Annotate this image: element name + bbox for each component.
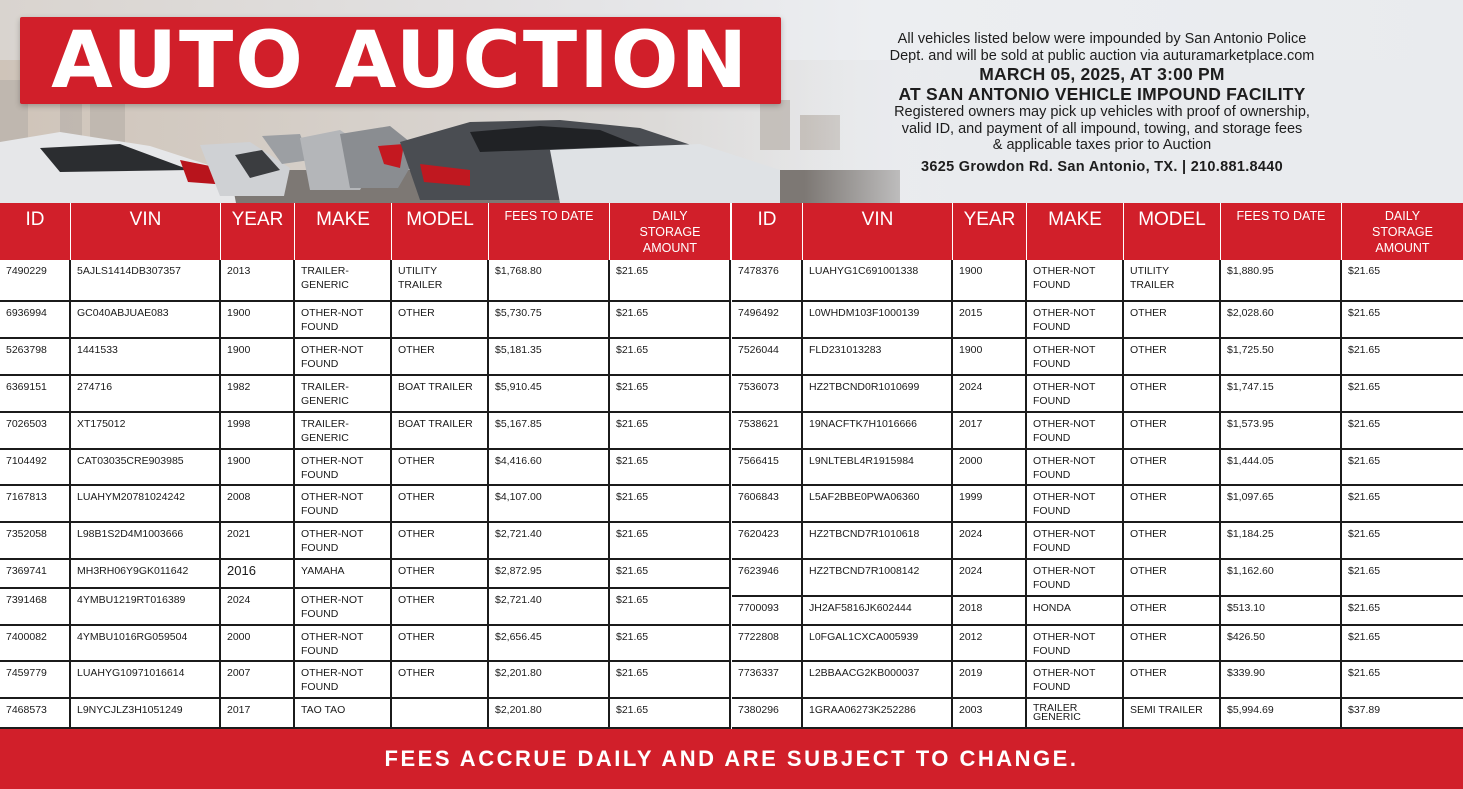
cell-make: OTHER-NOT FOUND	[295, 339, 392, 374]
cell-fees: $5,167.85	[489, 413, 610, 448]
cell-make: TRAILER GENERIC	[1027, 699, 1124, 727]
fees-notice: FEES ACCRUE DAILY AND ARE SUBJECT TO CHANGE.	[384, 746, 1079, 771]
cell-vin: FLD231013283	[803, 339, 953, 374]
cell-year: 2007	[221, 662, 295, 697]
cell-fees: $5,181.35	[489, 339, 610, 374]
cell-vin: 4YMBU1016RG059504	[71, 626, 221, 660]
cell-model: OTHER	[1124, 486, 1221, 521]
cell-year: 2017	[953, 413, 1027, 448]
cell-id: 7566415	[732, 450, 803, 484]
cell-storage: $21.65	[1348, 667, 1381, 679]
cell-year: 2016	[221, 560, 295, 587]
cell-storage: $21.65	[610, 523, 731, 558]
cell-year: 1999	[953, 486, 1027, 521]
cell-id: 7536073	[732, 376, 803, 411]
owners-line-2: valid ID, and payment of all impound, towing, and storage fees	[901, 120, 1303, 137]
column-header-make: MAKE	[1027, 203, 1124, 260]
cell-fees: $1,097.65	[1221, 486, 1342, 521]
cell-id: 7606843	[732, 486, 803, 521]
cell-year: 2003	[953, 699, 1027, 727]
cell-vin: L0FGAL1CXCA005939	[803, 626, 953, 660]
cell-vin: 274716	[71, 376, 221, 411]
cell-make: OTHER-NOT FOUND	[1027, 260, 1124, 300]
table-row	[0, 486, 731, 523]
cell-fees: $2,028.60	[1221, 302, 1342, 337]
intro-line-1: All vehicles listed below were impounded by San Antonio Police	[897, 31, 1307, 47]
column-header-model: MODEL	[392, 203, 489, 260]
cell-model: OTHER	[1124, 376, 1221, 411]
cell-storage: $21.65	[1348, 418, 1381, 430]
cell-id: 7620423	[732, 523, 803, 558]
cell-id: 7538621	[732, 413, 803, 448]
facility-address: 3625 Growdon Rd. San Antonio, TX. | 210.881.8440	[921, 158, 1283, 175]
table-row	[732, 523, 1463, 560]
cell-storage: $21.65	[1348, 491, 1381, 503]
cell-fees: $2,201.80	[489, 699, 610, 727]
cell-vin: L0WHDM103F1000139	[803, 302, 953, 337]
table-row	[0, 589, 731, 626]
cell-id: 6369151	[0, 376, 71, 411]
cell-vin: LUAHYG1C691001338	[803, 260, 953, 300]
cell-vin: MH3RH06Y9GK011642	[71, 560, 221, 587]
cell-year: 2024	[221, 589, 295, 624]
fees-notice-footer	[0, 729, 1463, 789]
cell-vin: LUAHYG10971016614	[71, 662, 221, 697]
auction-title: AUTO AUCTION	[51, 15, 750, 106]
cell-make: OTHER-NOT FOUND	[1027, 486, 1124, 521]
table-row	[0, 413, 731, 450]
intro-line-2: Dept. and will be sold at public auction via auturamarketplace.com	[889, 47, 1315, 64]
cell-fees: $5,730.75	[489, 302, 610, 337]
cell-storage: $21.65	[610, 486, 731, 521]
cell-make: TRAILER- GENERIC	[295, 376, 392, 411]
table-row	[732, 486, 1463, 523]
cell-fees: $1,725.50	[1221, 339, 1342, 374]
cell-year: 1982	[221, 376, 295, 411]
cell-model: OTHER	[1124, 662, 1221, 697]
daily-storage-label-2: STORAGE	[1372, 225, 1433, 239]
cell-model: BOAT TRAILER	[392, 413, 489, 448]
cell-model: UTILITY TRAILER	[392, 260, 489, 300]
cell-make: OTHER-NOT FOUND	[1027, 302, 1124, 337]
cell-make: TRAILER- GENERIC	[295, 260, 392, 300]
cell-vin: XT175012	[71, 413, 221, 448]
cell-id: 7167813	[0, 486, 71, 521]
cell-model: OTHER	[392, 302, 489, 337]
table-row	[0, 302, 731, 339]
cell-id: 7526044	[732, 339, 803, 374]
table-row	[0, 626, 731, 662]
cell-id: 7490229	[0, 260, 71, 300]
column-header-fees: FEES TO DATE	[1221, 203, 1342, 260]
daily-storage-label-1: DAILY	[1384, 209, 1421, 223]
cell-make: OTHER-NOT FOUND	[295, 486, 392, 521]
table-row	[732, 413, 1463, 450]
cell-make: OTHER-NOT FOUND	[295, 589, 392, 624]
cell-storage: $21.65	[1348, 307, 1381, 319]
cell-storage: $21.65	[1348, 602, 1381, 614]
cell-model: OTHER	[1124, 339, 1221, 374]
auction-title-banner	[20, 17, 781, 104]
cell-model: UTILITY TRAILER	[1124, 260, 1221, 300]
cell-vin: JH2AF5816JK602444	[803, 597, 953, 624]
cell-id: 7623946	[732, 560, 803, 595]
column-header-fees: FEES TO DATE	[489, 203, 610, 260]
cell-vin: HZ2TBCND0R1010699	[803, 376, 953, 411]
table-row	[732, 302, 1463, 339]
cell-fees: $2,201.80	[489, 662, 610, 697]
cell-id: 7736337	[732, 662, 803, 697]
cell-year: 1900	[221, 450, 295, 484]
table-row	[0, 260, 731, 302]
table-row	[0, 376, 731, 413]
cell-vin: LUAHYM20781024242	[71, 486, 221, 521]
cell-fees: $1,880.95	[1221, 260, 1342, 300]
auction-date: MARCH 05, 2025, AT 3:00 PM	[979, 64, 1225, 84]
daily-storage-label-2: STORAGE	[639, 225, 701, 239]
cell-make: YAMAHA	[295, 560, 392, 587]
cell-id: 5263798	[0, 339, 71, 374]
cell-fees: $1,747.15	[1221, 376, 1342, 411]
cell-model: OTHER	[1124, 626, 1221, 660]
cell-year: 2000	[953, 450, 1027, 484]
cell-make: OTHER-NOT FOUND	[1027, 662, 1124, 697]
cell-fees: $5,910.45	[489, 376, 610, 411]
cell-model: OTHER	[392, 662, 489, 697]
vehicle-table-right	[732, 203, 1463, 729]
cell-storage: $21.65	[610, 302, 731, 337]
cell-year: 2012	[953, 626, 1027, 660]
cell-model: OTHER	[392, 486, 489, 521]
cell-id: 7468573	[0, 699, 71, 727]
cell-model	[392, 699, 489, 727]
cell-make: OTHER-NOT FOUND	[295, 523, 392, 558]
cell-make: OTHER-NOT FOUND	[295, 626, 392, 660]
cell-make: OTHER-NOT FOUND	[295, 450, 392, 484]
cell-fees: $1,573.95	[1221, 413, 1342, 448]
cell-vin: 1441533	[71, 339, 221, 374]
cell-id: 7478376	[732, 260, 803, 300]
cell-year: 1900	[221, 339, 295, 374]
column-header-model: MODEL	[1124, 203, 1221, 260]
cell-storage: $21.65	[610, 450, 731, 484]
cell-vin: 19NACFTK7H1016666	[803, 413, 953, 448]
daily-storage-label-3: AMOUNT	[1375, 241, 1430, 255]
cell-model: OTHER	[1124, 450, 1221, 484]
cell-id: 7700093	[732, 597, 803, 624]
cell-id: 7459779	[0, 662, 71, 697]
cell-vin: L9NLTEBL4R1915984	[803, 450, 953, 484]
cell-storage: $21.65	[610, 699, 731, 727]
cell-id: 7722808	[732, 626, 803, 660]
table-row	[732, 339, 1463, 376]
cell-make: OTHER-NOT FOUND	[1027, 626, 1124, 660]
cell-storage: $21.65	[1348, 265, 1381, 277]
cell-id: 7104492	[0, 450, 71, 484]
table-row	[0, 662, 731, 699]
cell-year: 2013	[221, 260, 295, 300]
table-row	[0, 339, 731, 376]
cell-vin: GC040ABJUAE083	[71, 302, 221, 337]
cell-fees: $2,721.40	[489, 589, 610, 624]
cell-storage: $21.65	[1348, 631, 1381, 643]
cell-storage: $21.65	[1348, 344, 1381, 356]
cell-model: SEMI TRAILER	[1124, 699, 1221, 727]
cell-vin: L5AF2BBE0PWA06360	[803, 486, 953, 521]
cell-storage: $21.65	[610, 560, 731, 587]
cell-vin: 5AJLS1414DB307357	[71, 260, 221, 300]
cell-vin: L9NYCJLZ3H1051249	[71, 699, 221, 727]
cell-year: 2024	[953, 560, 1027, 595]
cell-storage: $21.65	[1348, 455, 1381, 467]
column-header-daily-storage	[610, 203, 731, 260]
cell-storage: $21.65	[610, 662, 731, 697]
cell-make: OTHER-NOT FOUND	[1027, 450, 1124, 484]
auction-info-block	[842, 31, 1362, 175]
cell-make: OTHER-NOT FOUND	[295, 302, 392, 337]
cell-model: OTHER	[1124, 413, 1221, 448]
cell-year: 2000	[221, 626, 295, 660]
cell-id: 7352058	[0, 523, 71, 558]
cell-id: 7369741	[0, 560, 71, 587]
cell-storage: $21.65	[610, 413, 731, 448]
cell-model: OTHER	[1124, 560, 1221, 595]
cell-model: OTHER	[392, 560, 489, 587]
cell-id: 7391468	[0, 589, 71, 624]
cell-make: TAO TAO	[295, 699, 392, 727]
cell-make: OTHER-NOT FOUND	[295, 662, 392, 697]
cell-year: 1900	[953, 339, 1027, 374]
cell-storage: $21.65	[610, 626, 731, 660]
cell-year: 2024	[953, 523, 1027, 558]
cell-fees: $339.90	[1221, 662, 1342, 697]
cell-make: OTHER-NOT FOUND	[1027, 523, 1124, 558]
table-row	[732, 560, 1463, 597]
cell-make: OTHER-NOT FOUND	[1027, 376, 1124, 411]
cell-id: 7400082	[0, 626, 71, 660]
cell-vin: 1GRAA06273K252286	[803, 699, 953, 727]
cell-storage: $21.65	[1348, 381, 1381, 393]
column-header-year: YEAR	[953, 203, 1027, 260]
cell-model: OTHER	[1124, 302, 1221, 337]
column-header-vin: VIN	[803, 203, 953, 260]
vehicle-table-left	[0, 203, 731, 729]
cell-make: HONDA	[1027, 597, 1124, 624]
cell-make: OTHER-NOT FOUND	[1027, 560, 1124, 595]
owners-line-3: & applicable taxes prior to Auction	[992, 137, 1212, 153]
column-header-id: ID	[732, 203, 803, 260]
cell-make: OTHER-NOT FOUND	[1027, 413, 1124, 448]
cell-model: OTHER	[1124, 523, 1221, 558]
table-header-row	[0, 203, 731, 260]
cell-model: OTHER	[392, 450, 489, 484]
table-row	[732, 626, 1463, 662]
vehicle-table	[0, 203, 1463, 729]
cell-id: 7026503	[0, 413, 71, 448]
daily-storage-label-1: DAILY	[652, 209, 688, 223]
cell-model: OTHER	[392, 626, 489, 660]
cell-model: OTHER	[1124, 597, 1221, 624]
table-row	[732, 699, 1463, 729]
auction-header	[0, 0, 1463, 203]
cell-model: OTHER	[392, 589, 489, 624]
daily-storage-label-3: AMOUNT	[642, 241, 698, 255]
cell-storage: $21.65	[1348, 528, 1381, 540]
cell-year: 2017	[221, 699, 295, 727]
table-row	[0, 560, 731, 589]
cell-model: BOAT TRAILER	[392, 376, 489, 411]
cell-year: 2021	[221, 523, 295, 558]
cell-model: OTHER	[392, 523, 489, 558]
cell-storage: $21.65	[1348, 565, 1381, 577]
cell-year: 2015	[953, 302, 1027, 337]
cell-fees: $1,184.25	[1221, 523, 1342, 558]
cell-storage: $21.65	[610, 589, 731, 624]
auction-location: AT SAN ANTONIO VEHICLE IMPOUND FACILITY	[898, 84, 1306, 104]
table-row	[732, 597, 1463, 626]
column-header-daily-storage	[1342, 203, 1463, 260]
cell-fees: $2,721.40	[489, 523, 610, 558]
cell-id: 7380296	[732, 699, 803, 727]
cell-vin: HZ2TBCND7R1008142	[803, 560, 953, 595]
cell-year: 1900	[221, 302, 295, 337]
cell-storage: $21.65	[610, 260, 731, 300]
column-header-id: ID	[0, 203, 71, 260]
cell-year: 2019	[953, 662, 1027, 697]
cell-fees: $513.10	[1221, 597, 1342, 624]
cell-fees: $1,162.60	[1221, 560, 1342, 595]
column-header-year: YEAR	[221, 203, 295, 260]
cell-year: 2024	[953, 376, 1027, 411]
column-header-make: MAKE	[295, 203, 392, 260]
table-row	[0, 523, 731, 560]
cell-fees: $4,107.00	[489, 486, 610, 521]
cell-storage: $21.65	[610, 339, 731, 374]
cell-vin: CAT03035CRE903985	[71, 450, 221, 484]
cell-vin: L2BBAACG2KB000037	[803, 662, 953, 697]
cell-storage: $21.65	[610, 376, 731, 411]
table-row	[732, 376, 1463, 413]
table-row	[732, 260, 1463, 302]
cell-fees: $4,416.60	[489, 450, 610, 484]
cell-fees: $2,656.45	[489, 626, 610, 660]
column-header-vin: VIN	[71, 203, 221, 260]
cell-id: 6936994	[0, 302, 71, 337]
cell-make: TRAILER- GENERIC	[295, 413, 392, 448]
owners-line-1: Registered owners may pick up vehicles with proof of ownership,	[894, 104, 1310, 120]
cell-vin: 4YMBU1219RT016389	[71, 589, 221, 624]
cell-year: 2008	[221, 486, 295, 521]
table-row	[0, 450, 731, 486]
table-row	[732, 662, 1463, 699]
cell-vin: L98B1S2D4M1003666	[71, 523, 221, 558]
cell-fees: $1,768.80	[489, 260, 610, 300]
cell-id: 7496492	[732, 302, 803, 337]
table-row	[732, 450, 1463, 486]
cell-model: OTHER	[392, 339, 489, 374]
cell-make: OTHER-NOT FOUND	[1027, 339, 1124, 374]
cell-storage: $37.89	[1348, 704, 1381, 716]
cell-fees: $2,872.95	[489, 560, 610, 587]
cell-fees: $1,444.05	[1221, 450, 1342, 484]
cell-year: 2018	[953, 597, 1027, 624]
cell-year: 1900	[953, 260, 1027, 300]
cell-year: 1998	[221, 413, 295, 448]
cell-vin: HZ2TBCND7R1010618	[803, 523, 953, 558]
cell-fees: $5,994.69	[1221, 699, 1342, 727]
table-header-row	[732, 203, 1463, 260]
cell-fees: $426.50	[1221, 626, 1342, 660]
table-row	[0, 699, 731, 729]
